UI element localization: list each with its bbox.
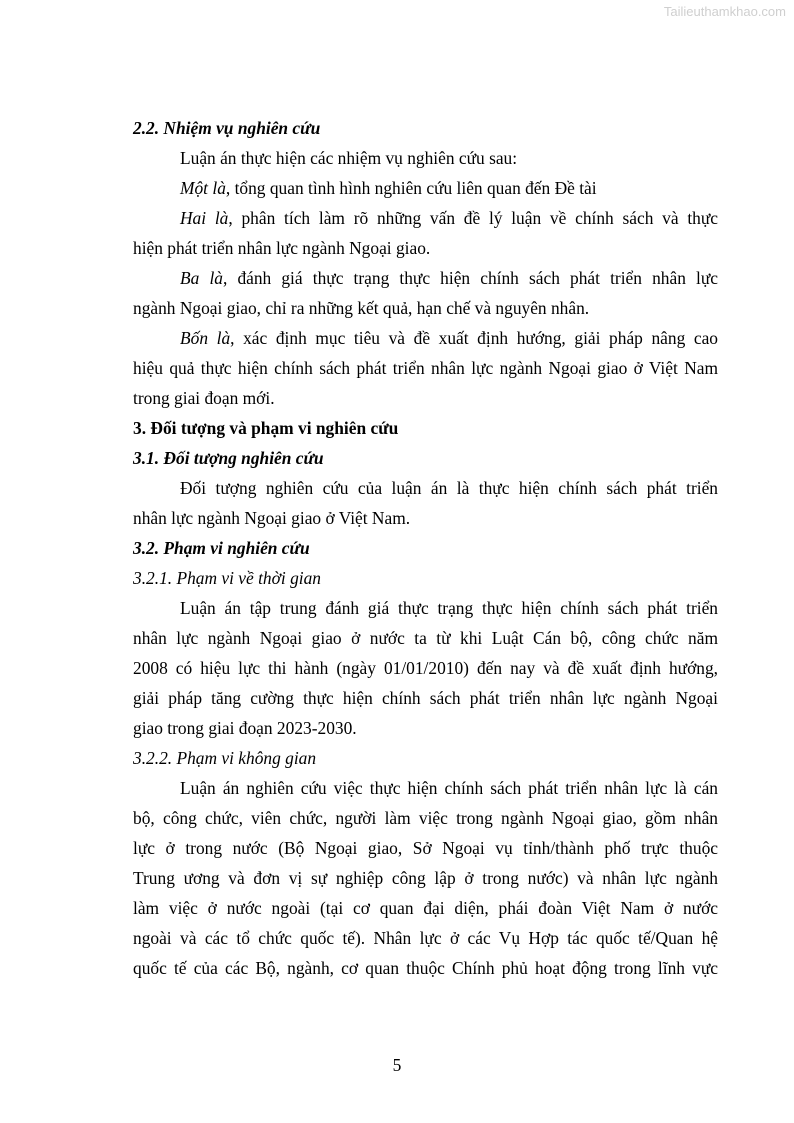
paragraph-time-line-4: giải pháp tăng cường thực hiện chính sách phát triển nhân lực ngành Ngoại: [133, 688, 718, 708]
list-item-4-text: , xác định mục tiêu và đề xuất định hướng, giải pháp nâng cao: [230, 328, 719, 348]
paragraph-space-line-7: quốc tế của các Bộ, ngành, cơ quan thuộc Chính phủ hoạt động trong lĩnh vực: [133, 958, 718, 978]
list-item-2-lead: Hai là: [180, 208, 229, 228]
paragraph-time-line-2: nhân lực ngành Ngoại giao ở nước ta từ khi Luật Cán bộ, công chức năm: [133, 628, 718, 648]
list-item-1-text: , tổng quan tình hình nghiên cứu liên quan đến Đề tài: [225, 178, 597, 198]
paragraph-space-line-4: Trung ương và đơn vị sự nghiệp công lập ở trong nước) và nhân lực ngành: [133, 868, 718, 888]
paragraph-space-line-5: làm việc ở nước ngoài (tại cơ quan đại diện, phái đoàn Việt Nam ở nước: [133, 898, 718, 918]
section-heading-3-2-1: 3.2.1. Phạm vi về thời gian: [133, 568, 321, 588]
list-item-4-line-1: [133, 323, 718, 353]
paragraph-time-line-3: 2008 có hiệu lực thi hành (ngày 01/01/2010) đến nay và đề xuất định hướng,: [133, 658, 718, 678]
section-heading-3-2: 3.2. Phạm vi nghiên cứu: [133, 538, 310, 558]
list-item-2-text: , phân tích làm rõ những vấn đề lý luận về chính sách và thực: [228, 208, 718, 228]
list-item-3-lead: Ba là: [180, 268, 223, 288]
page-number: 5: [392, 1055, 402, 1075]
paragraph-space-line-2: bộ, công chức, viên chức, người làm việc trong ngành Ngoại giao, gồm nhân: [133, 808, 718, 828]
paragraph-object-line-2: nhân lực ngành Ngoại giao ở Việt Nam.: [133, 508, 411, 528]
paragraph-time-line-5: giao trong giai đoạn 2023-2030.: [133, 718, 357, 738]
paragraph-object-line-1: Đối tượng nghiên cứu của luận án là thực hiện chính sách phát triển: [180, 478, 718, 498]
paragraph-space-line-1: Luận án nghiên cứu việc thực hiện chính sách phát triển nhân lực là cán: [180, 778, 718, 798]
section-heading-2-2: 2.2. Nhiệm vụ nghiên cứu: [133, 118, 321, 138]
list-item-2-line-2: hiện phát triển nhân lực ngành Ngoại giao.: [133, 238, 431, 258]
section-heading-3-1: 3.1. Đối tượng nghiên cứu: [133, 448, 324, 468]
section-heading-3-2-2: 3.2.2. Phạm vi không gian: [133, 748, 317, 768]
list-item-2-line-1: [133, 203, 718, 233]
list-item-1-lead: Một là: [180, 178, 226, 198]
list-item-3-line-2: ngành Ngoại giao, chỉ ra những kết quả, hạn chế và nguyên nhân.: [133, 298, 590, 318]
list-item-3-line-1: [133, 263, 718, 293]
paragraph-intro: Luận án thực hiện các nhiệm vụ nghiên cứu sau:: [180, 148, 518, 168]
watermark: Tailieuthamkhao.com: [663, 4, 786, 19]
paragraph-space-line-3: lực ở trong nước (Bộ Ngoại giao, Sở Ngoại vụ tỉnh/thành phố trực thuộc: [133, 838, 718, 858]
list-item-4-line-3: trong giai đoạn mới.: [133, 388, 275, 408]
list-item-3-text: , đánh giá thực trạng thực hiện chính sách phát triển nhân lực: [222, 268, 718, 288]
list-item-4-lead: Bốn là: [180, 328, 231, 348]
paragraph-time-line-1: Luận án tập trung đánh giá thực trạng thực hiện chính sách phát triển: [180, 598, 718, 618]
page-body: [133, 113, 718, 983]
list-item-1: [133, 173, 718, 203]
list-item-4-line-2: hiệu quả thực hiện chính sách phát triển nhân lực ngành Ngoại giao ở Việt Nam: [133, 358, 718, 378]
paragraph-space-line-6: ngoài và các tổ chức quốc tế). Nhân lực ở các Vụ Hợp tác quốc tế/Quan hệ: [133, 928, 718, 948]
section-heading-3: 3. Đối tượng và phạm vi nghiên cứu: [133, 418, 399, 438]
